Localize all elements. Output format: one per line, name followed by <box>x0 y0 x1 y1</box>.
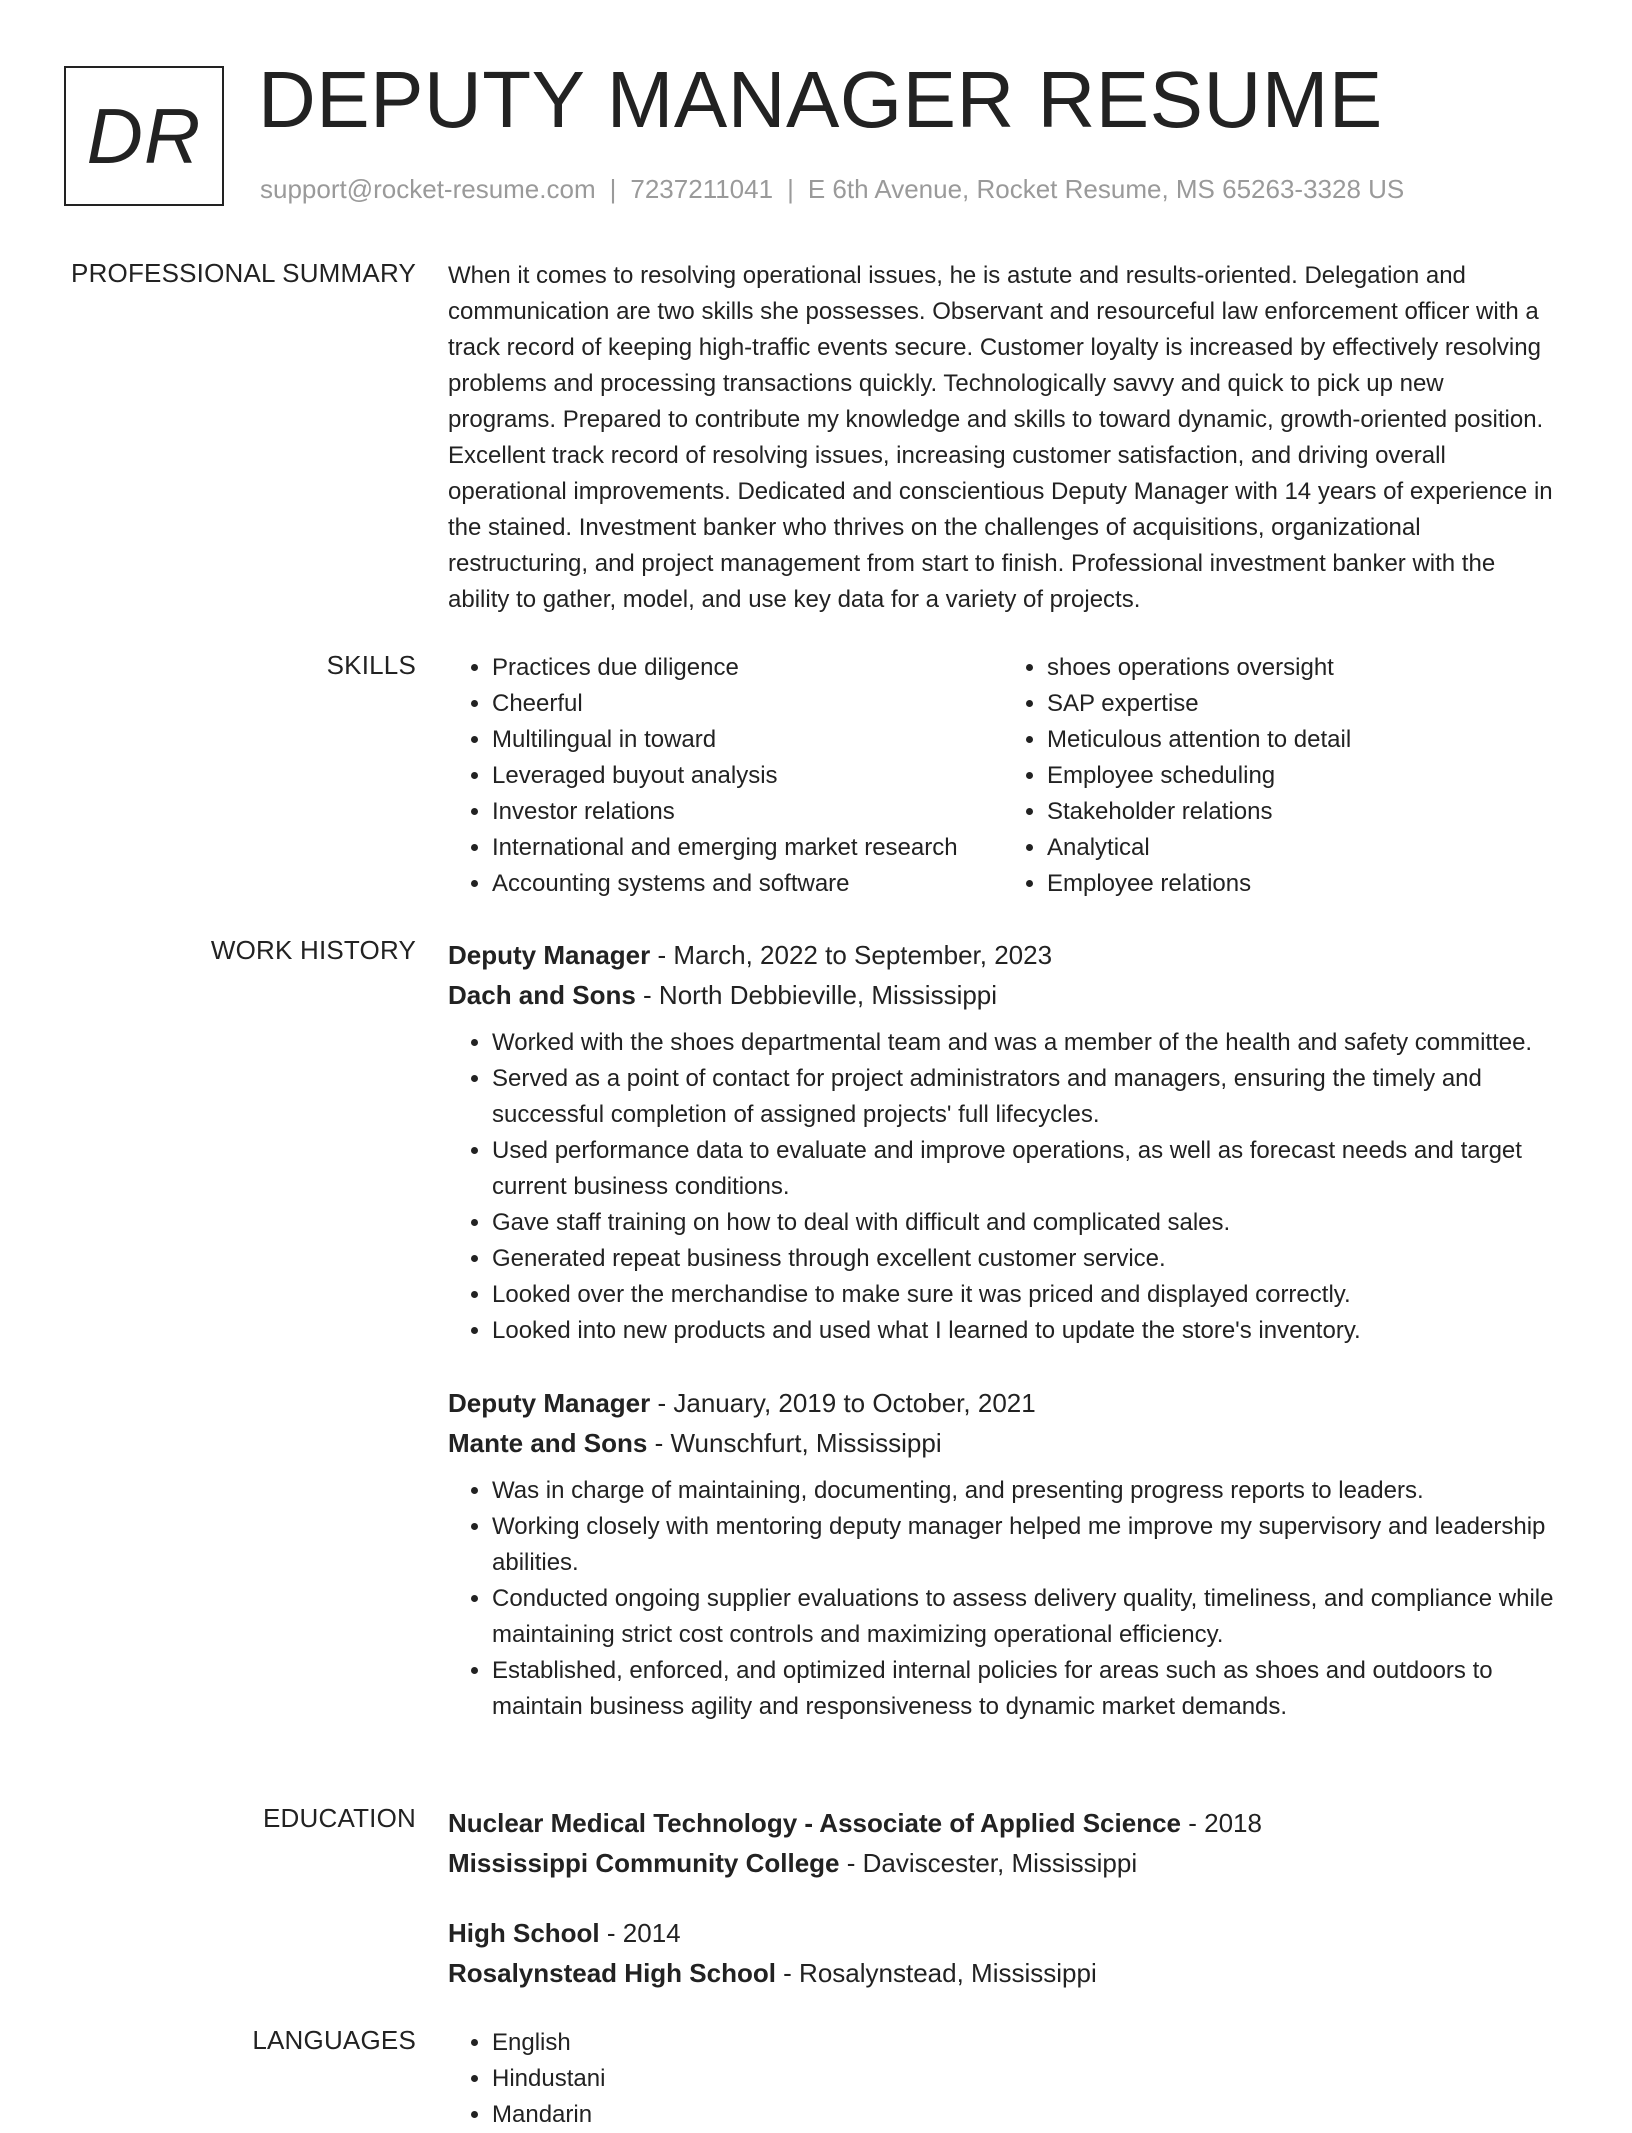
skills-heading: SKILLS <box>326 650 416 680</box>
contact-phone[interactable]: 7237211041 <box>630 174 774 204</box>
skills-list-right <box>1003 650 1558 902</box>
language-item: • Hindustani <box>492 2061 1558 2097</box>
skill-item: • Leveraged buyout analysis <box>492 758 1003 794</box>
job-company-line <box>448 975 1558 1015</box>
languages-list <box>448 2025 1558 2133</box>
resume-title: DEPUTY MANAGER RESUME <box>258 55 1383 144</box>
job-bullet: • Used performance data to evaluate and improve operations, as well as forecast needs and target current business conditions. <box>492 1133 1558 1205</box>
job-title-line <box>448 935 1558 975</box>
skill-item: • Accounting systems and software <box>492 866 1003 902</box>
job-bullet: • Conducted ongoing supplier evaluations to assess delivery quality, timeliness, and compliance while maintaining strict cost controls and maximizing operational efficiency. <box>492 1581 1558 1653</box>
job-entry <box>448 935 1558 1349</box>
job-entry <box>448 1383 1558 1725</box>
skill-item: • SAP expertise <box>1047 686 1558 722</box>
summary-heading: PROFESSIONAL SUMMARY <box>71 258 416 288</box>
skill-item: • Multilingual in toward <box>492 722 1003 758</box>
education-degree-line <box>448 1913 1558 1953</box>
education-school: Mississippi Community College <box>448 1848 840 1878</box>
skill-item: • shoes operations oversight <box>1047 650 1558 686</box>
job-dates: - January, 2019 to October, 2021 <box>650 1388 1036 1418</box>
contact-email[interactable]: support@rocket-resume.com <box>260 174 596 204</box>
education-degree: Nuclear Medical Technology - Associate of Applied Science <box>448 1808 1182 1838</box>
skills-list-left <box>448 650 1003 902</box>
skill-item: • Employee scheduling <box>1047 758 1558 794</box>
job-bullet: • Worked with the shoes departmental team and was a member of the health and safety committee. <box>492 1025 1558 1061</box>
education-entry <box>448 1803 1558 1883</box>
education-year: - 2018 <box>1181 1808 1262 1838</box>
education-location: - Rosalynstead, Mississippi <box>775 1958 1097 1988</box>
skill-item: • Practices due diligence <box>492 650 1003 686</box>
job-dates: - March, 2022 to September, 2023 <box>650 940 1053 970</box>
monogram-logo: DR <box>64 66 224 206</box>
skill-item: • Investor relations <box>492 794 1003 830</box>
job-bullet: • Established, enforced, and optimized internal policies for areas such as shoes and outdoors to maintain business agility and responsiveness to dynamic market demands. <box>492 1653 1558 1725</box>
job-location: - Wunschfurt, Mississippi <box>647 1428 942 1458</box>
education-location: - Daviscester, Mississippi <box>839 1848 1138 1878</box>
job-bullet: • Looked into new products and used what I learned to update the store's inventory. <box>492 1313 1558 1349</box>
education-school-line <box>448 1953 1558 1993</box>
job-company: Dach and Sons <box>448 980 636 1010</box>
contact-address: E 6th Avenue, Rocket Resume, MS 65263-3328 US <box>807 174 1405 204</box>
education-school: Rosalynstead High School <box>448 1958 776 1988</box>
contact-separator: | <box>787 174 794 204</box>
job-company: Mante and Sons <box>448 1428 648 1458</box>
job-bullet: • Generated repeat business through excellent customer service. <box>492 1241 1558 1277</box>
job-bullets <box>448 1025 1558 1349</box>
skill-item: • Meticulous attention to detail <box>1047 722 1558 758</box>
job-bullets <box>448 1473 1558 1725</box>
job-bullet: • Was in charge of maintaining, documenting, and presenting progress reports to leaders. <box>492 1473 1558 1509</box>
job-company-line <box>448 1423 1558 1463</box>
languages-heading: LANGUAGES <box>252 2025 416 2055</box>
contact-line <box>260 174 1404 205</box>
skill-item: • International and emerging market research <box>492 830 1003 866</box>
education-year: - 2014 <box>599 1918 681 1948</box>
job-title: Deputy Manager <box>448 1388 651 1418</box>
summary-text: When it comes to resolving operational issues, he is astute and results-oriented. Delegation and communication are two skills she possesses. Observant and resourceful law enforcement officer with a track record of keeping high-traffic events secure. Customer loyalty is increased by effectively resolving problems and processing transactions quickly. Technologically savvy and quick to pick up new programs. Prepared to contribute my knowledge and skills to toward dynamic, growth-oriented position. Excellent track record of resolving issues, increasing customer satisfaction, and driving overall operational improvements. Dedicated and conscientious Deputy Manager with 14 years of experience in the stained. Investment banker who thrives on the challenges of acquisitions, organizational restructuring, and project management from start to finish. Professional investment banker with the ability to gather, model, and use key data for a variety of projects. <box>448 262 1553 613</box>
job-title: Deputy Manager <box>448 940 651 970</box>
language-item: • English <box>492 2025 1558 2061</box>
skill-item: • Cheerful <box>492 686 1003 722</box>
education-degree-line <box>448 1803 1558 1843</box>
education-heading: EDUCATION <box>263 1803 416 1833</box>
contact-separator: | <box>609 174 617 204</box>
job-bullet: • Looked over the merchandise to make sure it was priced and displayed correctly. <box>492 1277 1558 1313</box>
job-bullet: • Served as a point of contact for project administrators and managers, ensuring the timely and successful completion of assigned projects' full lifecycles. <box>492 1061 1558 1133</box>
job-bullet: • Gave staff training on how to deal with difficult and complicated sales. <box>492 1205 1558 1241</box>
job-title-line <box>448 1383 1558 1423</box>
work-history-heading: WORK HISTORY <box>210 935 416 965</box>
skill-item: • Stakeholder relations <box>1047 794 1558 830</box>
skill-item: • Employee relations <box>1047 866 1558 902</box>
education-degree: High School <box>448 1918 600 1948</box>
job-bullet: • Working closely with mentoring deputy manager helped me improve my supervisory and leadership abilities. <box>492 1509 1558 1581</box>
education-school-line <box>448 1843 1558 1883</box>
language-item: • Mandarin <box>492 2097 1558 2133</box>
education-entry <box>448 1913 1558 1993</box>
skill-item: • Analytical <box>1047 830 1558 866</box>
job-location: - North Debbieville, Mississippi <box>635 980 998 1010</box>
